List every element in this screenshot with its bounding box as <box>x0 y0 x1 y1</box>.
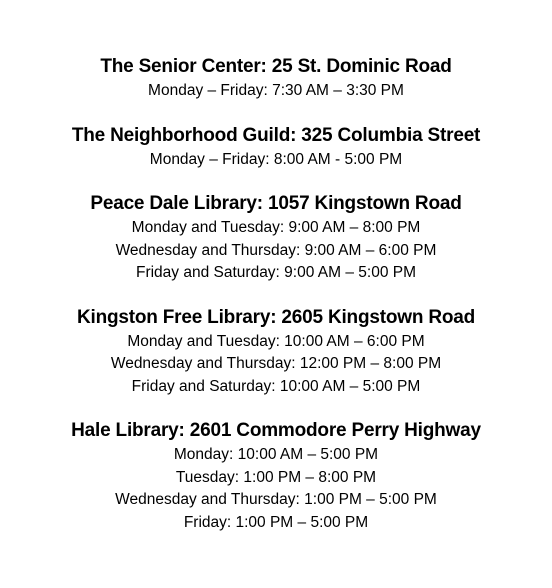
hours-line: Tuesday: 1:00 PM – 8:00 PM <box>175 468 377 486</box>
location-title: Peace Dale Library: 1057 Kingstown Road <box>90 193 462 214</box>
location-senior-center <box>0 54 552 103</box>
hours-line: Monday – Friday: 8:00 AM - 5:00 PM <box>149 150 403 168</box>
location-title: Hale Library: 2601 Commodore Perry Highway <box>71 420 481 441</box>
location-title: Kingston Free Library: 2605 Kingstown Road <box>76 306 476 328</box>
location-title: The Neighborhood Guild: 325 Columbia Street <box>71 124 481 146</box>
location-neighborhood-guild <box>0 123 552 172</box>
location-hale-library <box>0 418 552 534</box>
hours-line: Friday and Saturday: 9:00 AM – 5:00 PM <box>135 264 416 281</box>
hours-line: Friday: 1:00 PM – 5:00 PM <box>183 513 369 531</box>
hours-line: Monday – Friday: 7:30 AM – 3:30 PM <box>148 82 404 99</box>
hours-line: Monday and Tuesday: 10:00 AM – 6:00 PM <box>127 332 425 350</box>
hours-line: Wednesday and Thursday: 9:00 AM – 6:00 PM <box>115 241 437 259</box>
hours-line: Monday: 10:00 AM – 5:00 PM <box>173 446 379 463</box>
hours-line: Monday and Tuesday: 9:00 AM – 8:00 PM <box>131 219 421 236</box>
hours-line: Friday and Saturday: 10:00 AM – 5:00 PM <box>131 377 421 395</box>
hours-line: Wednesday and Thursday: 12:00 PM – 8:00 PM <box>110 355 442 372</box>
location-title: The Senior Center: 25 St. Dominic Road <box>100 56 452 77</box>
hours-line: Wednesday and Thursday: 1:00 PM – 5:00 PM <box>115 491 437 508</box>
location-kingston-free-library <box>0 305 552 399</box>
location-peace-dale-library <box>0 191 552 285</box>
